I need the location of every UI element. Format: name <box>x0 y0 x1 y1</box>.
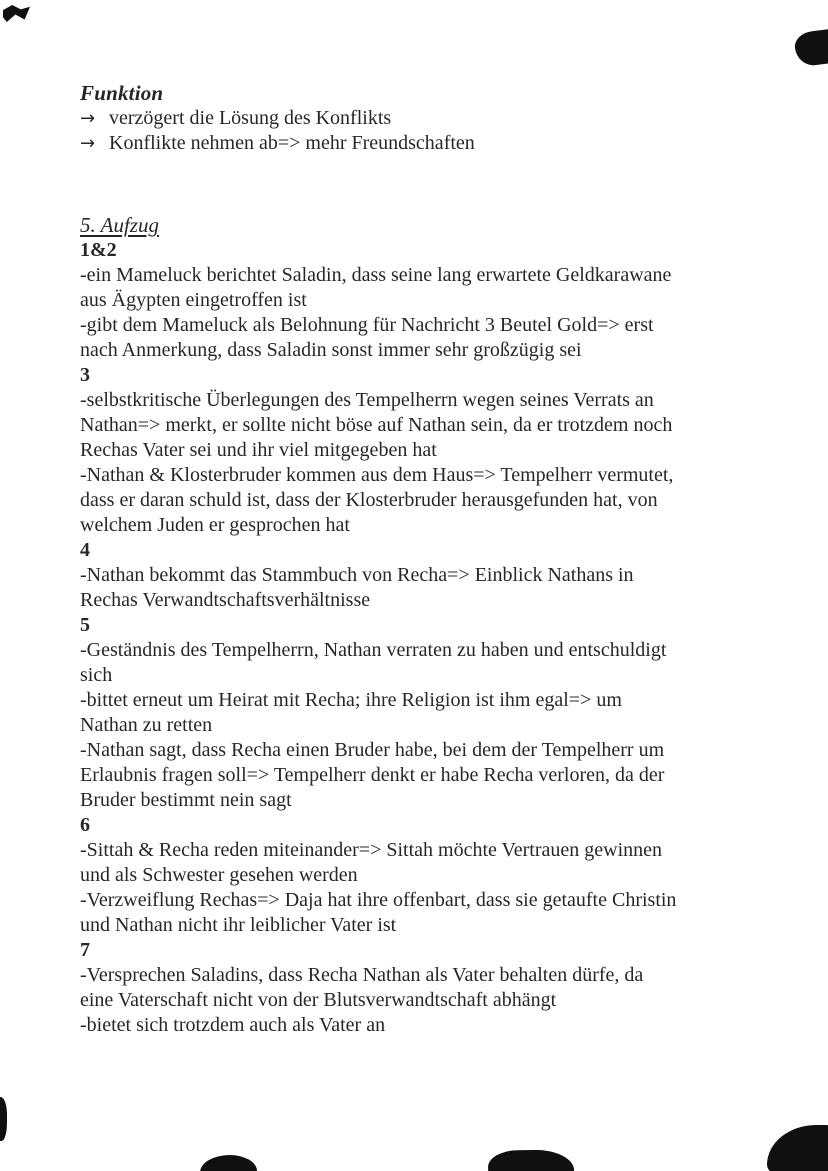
scene-point-line: und Nathan nicht ihr leiblicher Vater ist <box>80 914 397 936</box>
arrow-right-icon: → <box>80 133 96 154</box>
scene-list <box>80 238 800 1038</box>
funktion-list <box>80 106 800 156</box>
scene-number: 7 <box>80 939 90 961</box>
funktion-point-text: Konflikte nehmen ab=> mehr Freundschaften <box>109 132 475 154</box>
funktion-heading: Funktion <box>80 81 164 105</box>
funktion-point <box>80 131 800 156</box>
funktion-point <box>80 106 800 131</box>
scene-point-line: -Nathan & Klosterbruder kommen aus dem Haus=> Tempelherr vermutet, <box>80 464 674 486</box>
scene-point-line: Erlaubnis fragen soll=> Tempelherr denkt er habe Recha verloren, da der <box>80 764 665 786</box>
scene-number: 5 <box>80 614 90 636</box>
scan-artifact-bottom-left <box>200 1155 257 1171</box>
funktion-point-text: verzögert die Lösung des Konflikts <box>109 107 392 129</box>
scene-point-line: -Nathan bekommt das Stammbuch von Recha=> Einblick Nathans in <box>80 564 634 586</box>
page-content <box>80 80 800 1038</box>
act-title-text: 5. Aufzug <box>80 213 159 237</box>
scene-point <box>80 263 800 313</box>
scene-point <box>80 888 800 938</box>
scene-point-line: Rechas Verwandtschaftsverhältnisse <box>80 589 371 611</box>
scan-artifact-bottom-center <box>488 1149 574 1171</box>
scene-point <box>80 1013 800 1038</box>
scene-point-line: eine Vaterschaft nicht von der Blutsverwandtschaft abhängt <box>80 989 557 1011</box>
scene-point <box>80 738 800 813</box>
scene-point-line: dass er daran schuld ist, dass der Klosterbruder herausgefunden hat, von <box>80 489 658 511</box>
scene-point-line: -Sittah & Recha reden miteinander=> Sittah möchte Vertrauen gewinnen <box>80 839 663 861</box>
scene-point-line: -bittet erneut um Heirat mit Recha; ihre Religion ist ihm egal=> um <box>80 689 622 711</box>
scan-artifact-top-right <box>793 29 828 67</box>
scene-number: 3 <box>80 364 90 386</box>
scene-point <box>80 688 800 738</box>
scene-number: 4 <box>80 539 90 561</box>
aufzug-section <box>80 212 800 1038</box>
arrow-right-icon: → <box>80 108 96 129</box>
scene-number: 1&2 <box>80 239 117 261</box>
scene-point-line: sich <box>80 664 113 686</box>
funktion-section <box>80 80 800 156</box>
scene-point-line: -gibt dem Mameluck als Belohnung für Nachricht 3 Beutel Gold=> erst <box>80 314 654 336</box>
scene-point-line: -Geständnis des Tempelherrn, Nathan verraten zu haben und entschuldigt <box>80 639 667 661</box>
scene-point <box>80 313 800 363</box>
scan-artifact-top-left <box>3 5 30 22</box>
scene-point-line: Nathan=> merkt, er sollte nicht böse auf Nathan sein, da er trotzdem noch <box>80 414 673 436</box>
scene-point-line: Rechas Vater sei und ihr viel mitgegeben hat <box>80 439 437 461</box>
scene-point <box>80 388 800 463</box>
scene-point-line: -ein Mameluck berichtet Saladin, dass seine lang erwartete Geldkarawane <box>80 264 672 286</box>
scene-point-line: -Nathan sagt, dass Recha einen Bruder habe, bei dem der Tempelherr um <box>80 739 665 761</box>
scene-point-line: aus Ägypten eingetroffen ist <box>80 289 307 311</box>
scene-point-line: -Versprechen Saladins, dass Recha Nathan als Vater behalten dürfe, da <box>80 964 644 986</box>
scene-point-line: nach Anmerkung, dass Saladin sonst immer sehr großzügig sei <box>80 339 582 361</box>
scene-point-line: -bietet sich trotzdem auch als Vater an <box>80 1014 386 1036</box>
act-title <box>80 212 800 238</box>
scene-number: 6 <box>80 814 90 836</box>
scene-point-line: Nathan zu retten <box>80 714 213 736</box>
scene-point <box>80 963 800 1013</box>
scan-artifact-left-edge <box>0 1097 7 1141</box>
scene-point-line: Bruder bestimmt nein sagt <box>80 789 292 811</box>
scan-artifact-bottom-right <box>767 1125 828 1171</box>
scene-point-line: welchem Juden er gesprochen hat <box>80 514 350 536</box>
scene-point-line: und als Schwester gesehen werden <box>80 864 358 886</box>
scene-point <box>80 563 800 613</box>
scene-point <box>80 638 800 688</box>
scene-point-line: -Verzweiflung Rechas=> Daja hat ihre offenbart, dass sie getaufte Christin <box>80 889 677 911</box>
scene-point <box>80 838 800 888</box>
scene-point-line: -selbstkritische Überlegungen des Tempelherrn wegen seines Verrats an <box>80 389 654 411</box>
scene-point <box>80 463 800 538</box>
